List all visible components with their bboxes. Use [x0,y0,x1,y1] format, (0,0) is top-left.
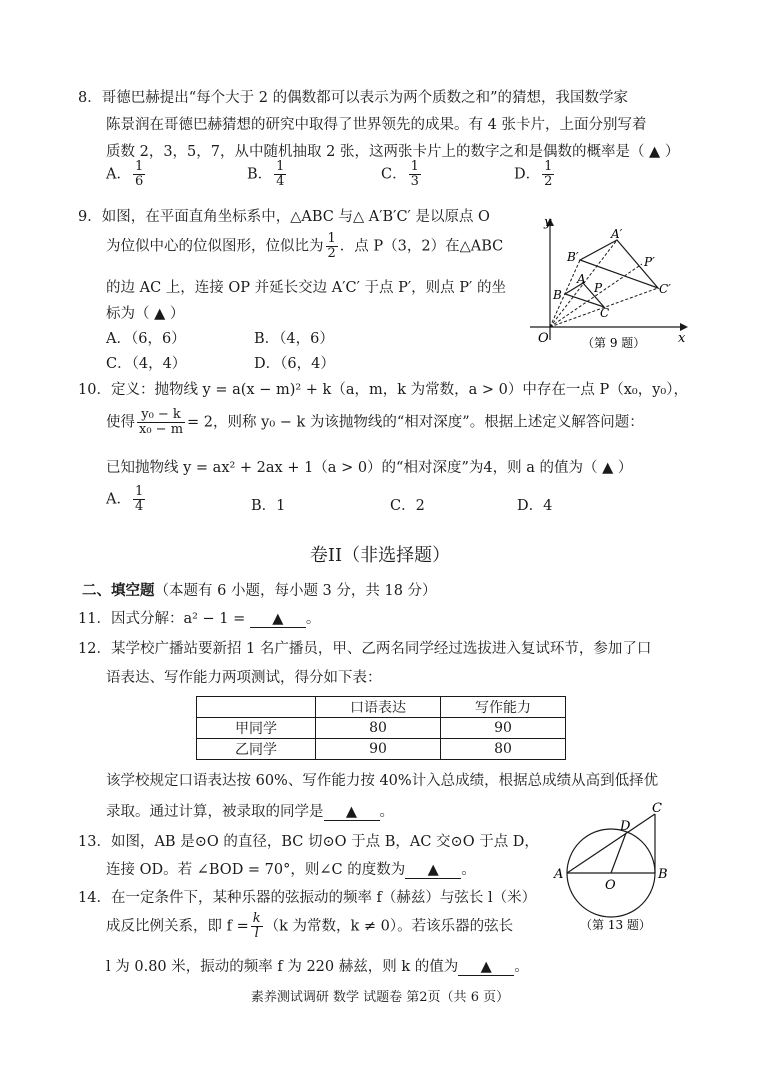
table-cell: 乙同学 [197,739,316,760]
table-row [197,718,566,739]
q9-text-2b: ．点 P（3，2）在△ABC [339,238,504,255]
q8-option-a[interactable] [106,160,147,189]
frac-num: 1 [134,159,144,174]
frac-num: 1 [134,484,144,499]
q11-answer-blank[interactable]: ▲ [250,611,306,628]
q8-option-d[interactable] [514,160,556,189]
option-label: B． [251,498,277,514]
q14-text-2b: （k 为常数，k ≠ 0）。若该乐器的弦长 [264,918,514,935]
q10-text-2b: = 2，则称 y₀ − k 为该抛物线的“相对深度”。根据上述定义解答问题： [187,414,644,431]
option-text: 1 [276,498,286,514]
label-o: O [538,331,549,346]
q9-ratio [326,232,338,261]
label-a: A [577,272,586,286]
q9-option-d[interactable]: D．（6，4） [254,356,335,372]
x-axis-arrow-icon [680,323,688,331]
q13-answer-blank[interactable]: ▲ [405,862,461,879]
q11-text: 因式分解：a² − 1 = [110,611,246,627]
frac-den: 4 [134,499,144,514]
q8-option-c[interactable] [381,160,423,189]
option-fraction [409,160,421,189]
label-p: P [594,281,603,295]
q14-text-1: 在一定条件下，某种乐器的弦振动的频率 f（赫兹）与弦长 l（米） [110,890,537,906]
frac-den: x₀ − m [139,422,184,437]
option-fraction [133,485,145,514]
label-c: C [600,306,610,320]
q9-option-c[interactable]: C．（4，4） [106,356,187,372]
option-label: D． [514,166,541,183]
q14-line3 [106,955,529,976]
label-b: B [658,867,668,882]
q14-line1 [78,886,536,907]
label-c: C [652,801,662,816]
frac-num: 1 [276,159,285,174]
q13-figure-caption: （第 13 题） [580,918,651,932]
option-text: 4 [543,498,553,514]
q8-option-b[interactable] [247,160,288,189]
q8-line3: 质数 2，3，5，7，从中随机抽取 2 张，这两张卡片上的数字之和是偶数的概率是（ ▲ ） [106,144,680,160]
q10-number: 10． [78,382,111,398]
section-heading [82,579,437,600]
q10-option-a[interactable] [106,485,147,514]
secant-ac [567,814,655,873]
table-cell: 80 [441,739,566,760]
option-label: C． [390,498,416,514]
q11-end: 。 [305,611,321,627]
option-label: D． [517,498,544,514]
q12-number: 12． [78,641,111,657]
score-table [196,696,566,760]
q10-option-c[interactable] [390,494,425,515]
frac-num: 1 [327,231,336,246]
frac-num: 1 [544,159,553,174]
q9-option-a[interactable]: A．（6，6） [106,331,186,347]
label-b-prime: B′ [567,250,579,264]
q10-option-d[interactable] [517,494,552,515]
label-b: B [553,288,562,302]
option-label: A． [106,491,131,508]
q8-number: 8． [78,90,102,106]
option-fraction [274,160,286,189]
page-footer: 素养测试调研 数学 试题卷 第2页（共 6 页） [250,990,510,1005]
q10-fraction [137,408,185,437]
q13-line1 [78,830,539,851]
q10-line3: 已知抛物线 y = ax² + 2ax + 1（a > 0）的“相对深度”为4，则 a 的值为（ ▲ ） [106,460,633,476]
q14-line2 [106,912,513,941]
q12-end: 。 [379,804,394,820]
q12-text-4: 录取。通过计算，被录取的同学是 [106,804,324,820]
option-label: C． [381,166,407,183]
label-a: A [554,867,564,882]
table-header-row [197,697,566,718]
option-label: B． [247,166,273,183]
label-p-prime: P′ [644,255,655,269]
table-header-cell [197,697,316,718]
table-cell: 80 [316,718,441,739]
q8-text-1: 哥德巴赫提出“每个大于 2 的偶数都可以表示为两个质数之和”的猜想，我国数学家 [101,90,629,106]
q13-figure [548,800,673,935]
q12-line3: 该学校规定口语表达按 60%、写作能力按 40%计入总成绩，根据总成绩从高到低择优 [106,773,659,789]
frac-den: 3 [410,174,419,189]
q8-line2: 陈景润在哥德巴赫猜想的研究中取得了世界领先的成果。有 4 张卡片，上面分别写着 [106,117,647,133]
q8-line1 [78,86,628,107]
label-a-prime: A′ [611,227,623,241]
q13-line2 [106,858,476,879]
q12-line1 [78,637,651,658]
q10-text-2a: 使得 [106,414,135,431]
q13-text-2: 连接 OD。若 ∠BOD = 70°，则∠C 的度数为 [106,862,406,878]
label-c-prime: C′ [659,282,671,296]
q11-line [78,607,320,628]
frac-den: l [254,926,259,941]
q9-text-2a: 为位似中心的位似图形，位似比为 [106,238,324,255]
q10-option-b[interactable] [251,494,285,515]
q13-end: 。 [461,862,476,878]
table-header-cell: 写作能力 [441,697,566,718]
table-row [197,739,566,760]
frac-num: 1 [410,159,419,174]
q9-line4: 标为（ ▲ ） [106,306,185,322]
section-heading-note: （本题有 6 小题，每小题 3 分，共 18 分） [154,583,437,599]
q9-figure [520,210,695,355]
q9-text-1: 如图，在平面直角坐标系中，△ABC 与△ A′B′C′ 是以原点 O [101,209,490,225]
frac-num: k [252,911,261,926]
label-y: y [544,215,552,230]
q14-number: 14． [78,890,111,906]
q14-answer-blank[interactable]: ▲ [458,959,514,976]
frac-den: 4 [276,174,285,189]
label-x: x [678,331,686,346]
frac-num: y₀ − k [137,408,185,423]
label-o: O [605,878,616,893]
section-title: 卷II（非选择题） [309,545,451,566]
q14-end: 。 [514,959,529,975]
q14-fraction [251,912,263,941]
q12-line2: 语表达、写作能力两项测试，得分如下表： [106,670,382,686]
q12-line4 [106,800,394,821]
option-fraction [133,160,145,189]
q10-line2 [106,408,644,437]
frac-den: 2 [327,246,336,261]
option-label: A． [106,166,131,183]
table-cell: 90 [441,718,566,739]
table-header-cell: 口语表达 [316,697,441,718]
q13-text-1: 如图，AB 是⊙O 的直径，BC 切⊙O 于点 B，AC 交⊙O 于点 D， [110,834,539,850]
section-heading-label: 二、填空题 [82,582,155,599]
q12-text-1: 某学校广播站要新招 1 名广播员，甲、乙两名同学经过选拔进入复试环节，参加了口 [110,641,652,657]
q10-line1 [78,378,688,399]
option-text: 2 [415,498,425,514]
q13-number: 13． [78,834,111,850]
table-cell: 90 [316,739,441,760]
q9-option-b[interactable]: B．（4，6） [254,331,334,347]
q9-figure-caption: （第 9 题） [582,336,646,350]
option-fraction [542,160,554,189]
frac-den: 6 [134,174,144,189]
q14-text-2a: 成反比例关系，即 f = [106,918,249,935]
q14-text-3: l 为 0.80 米，振动的频率 f 为 220 赫兹，则 k 的值为 [106,959,459,975]
q10-text-1: 定义：抛物线 y = a(x − m)² + k（a，m，k 为常数，a > 0）中存在一点 P（x₀，y₀）， [110,382,688,398]
label-d: D [620,819,631,834]
q9-line1 [78,205,490,226]
frac-den: 2 [544,174,553,189]
q9-line3: 的边 AC 上，连接 OP 并延长交边 A′C′ 于点 P′，则点 P′ 的坐 [106,280,506,296]
table-cell: 甲同学 [197,718,316,739]
q12-answer-blank[interactable]: ▲ [324,804,380,821]
q9-number: 9． [78,209,102,225]
q11-number: 11． [78,611,111,627]
q9-line2 [106,232,503,261]
